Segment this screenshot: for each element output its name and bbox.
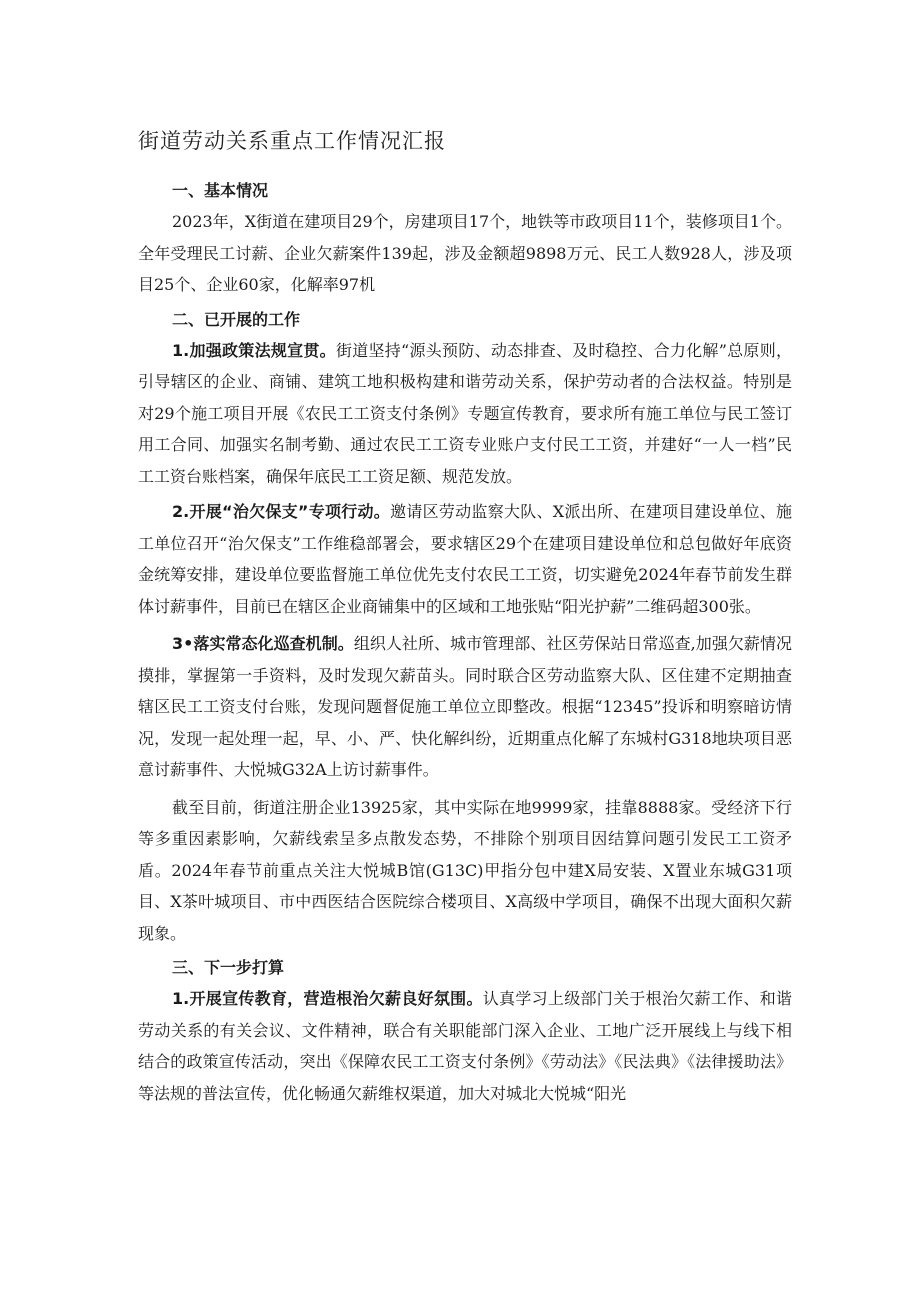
paragraph-work-item-3	[138, 628, 792, 786]
document-body	[138, 176, 792, 1109]
section-heading-basic-situation: 一、基本情况	[172, 181, 269, 200]
paragraph-work-item-2	[138, 496, 792, 622]
work-item-3-lead: 3•落实常态化巡查机制。	[172, 634, 354, 653]
section-heading-work-done: 二、已开展的工作	[172, 309, 301, 329]
paragraph-basic-situation: 2023年，X街道在建项目29个，房建项目17个，地铁等市政项目11个，装修项目1个。全年受理民工讨薪、企业欠薪案件139起，涉及金额超9898万元、民工人数928人，涉及项目25个、企业60家，化解率97机	[138, 212, 792, 294]
document-title: 街道劳动关系重点工作情况汇报	[138, 129, 446, 153]
work-item-1-lead: 1.加强政策法规宣贯。	[172, 340, 336, 360]
paragraph-next-item-1	[138, 983, 792, 1109]
section-heading-next-steps: 三、下一步打算	[172, 958, 285, 977]
next-item-1-lead: 1.开展宣传教育，营造根治欠薪良好氛围。	[172, 989, 483, 1008]
work-item-2-lead: 2.开展“治欠保支”专项行动。	[172, 502, 391, 521]
work-item-3-body: 组织人社所、城市管理部、社区劳保站日常巡查,加强欠薪情况摸排，掌握第一手资料，及时发现欠薪苗头。同时联合区劳动监察大队、区住建不定期抽查辖区民工工资支付台账，发现问题督促施工单位立即整改。根据“12345”投诉和明察暗访情况，发现一起处理一起，早、小、严、快化解纠纷，近期重点化解了东城村G318地块项目恶意讨薪事件、大悦城G32A上访讨薪事件。	[138, 634, 792, 779]
paragraph-work-item-1	[138, 335, 792, 493]
next-item-1-body: 认真学习上级部门关于根治欠薪工作、和谐劳动关系的有关会议、文件精神，联合有关职能部门深入企业、工地广泛开展线上与线下相结合的政策宣传活动，突出《保障农民工工资支付条例》《劳动法》《民法典》《法律援助法》等法规的普法宣传，优化畅通欠薪维权渠道，加大对城北大悦城“阳光	[138, 989, 792, 1103]
work-item-1-body: 街道坚持“源头预防、动态排查、及时稳控、合力化解”总原则，引导辖区的企业、商铺、建筑工地积极构建和谐劳动关系，保护劳动者的合法权益。特别是对29个施工项目开展《农民工工资支付条例》专题宣传教育，要求所有施工单位与民工签订用工合同、加强实名制考勤、通过农民工工资专业账户支付民工工资，并建好“一人一档”民工工资台账档案，确保年底民工工资足额、规范发放。	[138, 340, 792, 486]
work-item-2-body: 邀请区劳动监察大队、X派出所、在建项目建设单位、施工单位召开“治欠保支”工作维稳部署会，要求辖区29个在建项目建设单位和总包做好年底资金统筹安排，建设单位要监督施工单位优先支付农民工工资，切实避免2024年春节前发生群体讨薪事件，目前已在辖区企业商铺集中的区域和工地张贴“阳光护薪”二维码超300张。	[138, 502, 792, 616]
paragraph-current-status: 截至目前，街道注册企业13925家，其中实际在地9999家，挂靠8888家。受经济下行等多重因素影响，欠薪线索呈多点散发态势，不排除个别项目因结算问题引发民工工资矛盾。2024年春节前重点关注大悦城B馆(G13C)甲指分包中建X局安装、X置业东城G31项目、X茶叶城项目、市中西医结合医院综合楼项目、X高级中学项目，确保不出现大面积欠薪现象。	[138, 797, 792, 943]
